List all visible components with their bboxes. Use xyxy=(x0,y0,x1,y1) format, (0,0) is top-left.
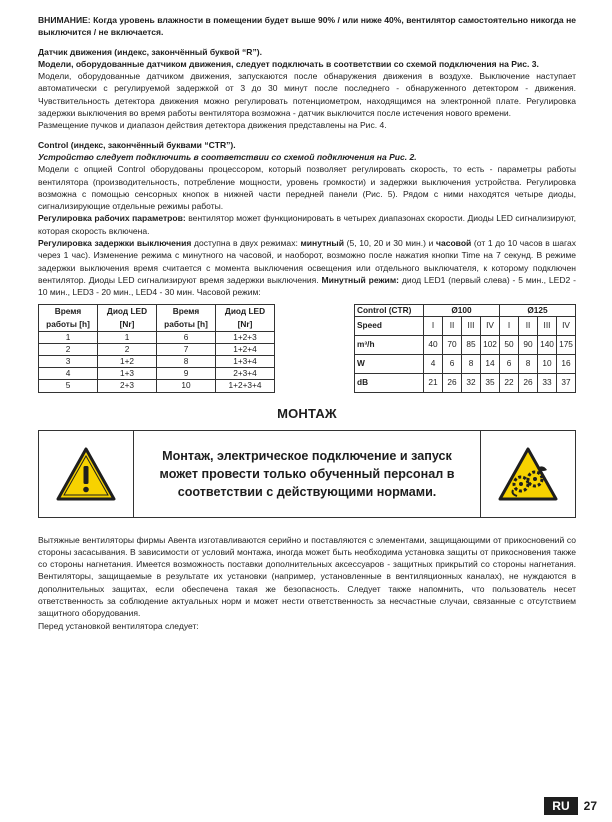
minute-word: минутный xyxy=(300,238,344,249)
table-cell: 6 xyxy=(157,331,216,343)
table-cell: 4 xyxy=(424,354,443,373)
spec-row-label: m³/h xyxy=(355,335,424,354)
rotating-parts-warning-icon xyxy=(481,431,575,517)
led-table-header: Время работы [h] xyxy=(157,304,216,331)
table-cell: 8 xyxy=(157,355,216,367)
control-title: Control (индекс, закончённый буквами “CTR”). xyxy=(38,139,236,150)
table-cell: 90 xyxy=(519,335,538,354)
table-cell: 10 xyxy=(157,380,216,392)
table-cell: 102 xyxy=(481,335,500,354)
hour-word: часовой xyxy=(435,238,472,249)
table-cell: 1+2+3 xyxy=(216,331,275,343)
table-cell: IV xyxy=(557,316,576,335)
delay-text: (5, 10, 20 и 30 мин.) и xyxy=(343,238,436,249)
table-cell: 2+3 xyxy=(98,380,157,392)
table-cell: 1+2 xyxy=(98,355,157,367)
table-cell: 26 xyxy=(519,373,538,392)
led-table-header: Диод LED [Nr] xyxy=(216,304,275,331)
table-cell: 26 xyxy=(443,373,462,392)
spec-row-label: W xyxy=(355,354,424,373)
table-cell: 5 xyxy=(39,380,98,392)
language-badge: RU xyxy=(544,797,577,815)
motion-title: Датчик движения (индекс, закончённый буквой “R”). xyxy=(38,46,262,57)
warning-box-text: Монтаж, электрическое подключение и запуск может провести только обученный персонал в соответствии с действующими нормами. xyxy=(133,431,481,517)
table-cell: 85 xyxy=(462,335,481,354)
table-cell: II xyxy=(519,316,538,335)
warning-triangle-icon xyxy=(39,431,133,517)
table-row xyxy=(355,335,576,354)
params-text: вентилятор может функционировать в четырех диапазонах скорости. Диоды LED сигнализируют, которая скорость включена. xyxy=(38,213,577,236)
lower-last-line: Перед установкой вентилятора следует: xyxy=(38,620,199,631)
table-cell: 2+3+4 xyxy=(216,368,275,380)
table-row xyxy=(355,354,576,373)
lower-section xyxy=(38,534,576,632)
table-cell: 14 xyxy=(481,354,500,373)
table-row xyxy=(39,343,275,355)
table-cell: 37 xyxy=(557,373,576,392)
minute-mode-label: Минутный режим: xyxy=(321,274,399,285)
table-cell: 6 xyxy=(443,354,462,373)
table-cell: 8 xyxy=(462,354,481,373)
led-table-body xyxy=(39,331,275,392)
table-row xyxy=(39,380,275,392)
spec-table xyxy=(354,304,576,393)
control-italic-line: Устройство следует подключить в соответствии со схемой подключения на Рис. 2. xyxy=(38,151,417,162)
table-row xyxy=(39,331,275,343)
table-cell: 8 xyxy=(519,354,538,373)
table-cell: 6 xyxy=(500,354,519,373)
spec-corner: Control (CTR) xyxy=(355,304,424,316)
control-paragraph: Модели с опцией Control оборудованы процессором, который позволяет регулировать скорость, то есть - параметры работы вентилятора (производительность, потребление мощности, уровень громкости) и задержки выключения устройства. Регулировка возможна с помощью сенсорных кнопок в нижней части передней панели (Рис. 5). Рядом с ними находятся четыре диоды, сигнализирующие отдельные режимы работы. xyxy=(38,164,576,212)
table-cell: 33 xyxy=(538,373,557,392)
table-cell: III xyxy=(462,316,481,335)
table-cell: I xyxy=(424,316,443,335)
table-cell: 16 xyxy=(557,354,576,373)
table-cell: 2 xyxy=(39,343,98,355)
motion-paragraph-2: Размещение пучков и диапазон действия детектора движения представлены на Рис. 4. xyxy=(38,120,387,131)
table-cell: 1+3+4 xyxy=(216,355,275,367)
table-cell: II xyxy=(443,316,462,335)
table-cell: 4 xyxy=(39,368,98,380)
table-cell: 1 xyxy=(98,331,157,343)
table-cell: 1+3 xyxy=(98,368,157,380)
table-row xyxy=(355,373,576,392)
tables-row xyxy=(38,304,576,393)
table-row xyxy=(39,355,275,367)
motion-bold-line: Модели, оборудованные датчиком движения, следует подключать в соответствии со схемой подключения на Рис. 3. xyxy=(38,58,539,69)
table-cell: 22 xyxy=(500,373,519,392)
warning-box xyxy=(38,430,576,518)
table-cell: 35 xyxy=(481,373,500,392)
table-cell: 1 xyxy=(39,331,98,343)
table-row xyxy=(355,316,576,335)
delay-text: (от 1 до 10 часов в шагах через 1 час). Изменение режима с минутного на часовой, и наоборот, возможно после нажатия кнопки Time на 7 секунд. В режиме задержки выключения время считается с момента выключения освещения или отдельного выключателя, к которому подключен вентилятор. Диоды LED сигнализируют время задержки выключения. xyxy=(38,238,576,285)
spec-row-label: Speed xyxy=(355,316,424,335)
spec-row-label: dB xyxy=(355,373,424,392)
table-cell: 21 xyxy=(424,373,443,392)
table-cell: 7 xyxy=(157,343,216,355)
delay-text: доступна в двух режимах: xyxy=(191,238,301,249)
led-table xyxy=(38,304,275,393)
table-cell: I xyxy=(500,316,519,335)
table-cell: IV xyxy=(481,316,500,335)
humidity-warning: ВНИМАНИЕ: Когда уровень влажности в помещении будет выше 90% / или ниже 40%, вентилятор самостоятельно никогда не выключится / не включается. xyxy=(38,15,576,38)
table-cell: 50 xyxy=(500,335,519,354)
table-cell: 70 xyxy=(443,335,462,354)
table-cell: III xyxy=(538,316,557,335)
led-table-header: Время работы [h] xyxy=(39,304,98,331)
minute-mode-text: диод LED1 (первый слева) - 5 мин., LED2 - 10 мин., LED3 - 20 мин., LED4 - 30 мин. Часовой режим: xyxy=(38,274,576,298)
page-number: 27 xyxy=(583,799,597,813)
table-cell: 175 xyxy=(557,335,576,354)
table-cell: 10 xyxy=(538,354,557,373)
table-cell: 3 xyxy=(39,355,98,367)
table-cell: 9 xyxy=(157,368,216,380)
motion-paragraph: Модели, оборудованные датчиком движения, запускаются после обнаружения движения в воздухе. Выключение наступает автоматически с регулируемой задержкой от 3 до 30 минут после последнего - обнаруженного детектором - движения. Чувствительность детектора движения можно регулировать потенциометром, находящимся на электронной платe. Регулировка задержки выключения во время работы вентилятора возможна - датчик выключится после истечения нового времени. xyxy=(38,71,576,119)
page-footer xyxy=(544,797,597,815)
delay-label: Регулировка задержки выключения xyxy=(38,238,192,249)
table-cell: 140 xyxy=(538,335,557,354)
led-table-header: Диод LED [Nr] xyxy=(98,304,157,331)
document-page xyxy=(38,14,576,632)
table-cell: 32 xyxy=(462,373,481,392)
table-cell: 1+2+4 xyxy=(216,343,275,355)
lower-paragraph: Вытяжные вентиляторы фирмы Авента изготавливаются серийно и поставляются с элементами, защищающими от прикосновений со стороны засасывания. В зависимости от условий монтажа, иногда может быть необходима установка защиты от прикосновения также со стороны нагнетания. Имеется возможность поставки дополнительных аксессуаров - защитных прикрытий со стороны нагнетания. Вентиляторы, защищаемые в результате их установки (например, установленные в вентиляционных каналах), не нуждаются в дополнительных защитах, если обеспечена такая же безопасность. Следует также напомнить, что пользователь несет ответственность за соблюдение актуальных норм и может нести ответственность за несчастные случаи, связанные с отсутствием защитного оборудования. xyxy=(38,534,576,619)
montage-heading: МОНТАЖ xyxy=(277,405,337,421)
delay-paragraph xyxy=(38,237,576,298)
table-cell: 40 xyxy=(424,335,443,354)
spec-table-body xyxy=(355,316,576,392)
params-label: Регулировка рабочих параметров: xyxy=(38,213,186,224)
table-cell: 2 xyxy=(98,343,157,355)
spec-group-100: Ø100 xyxy=(424,304,500,316)
table-row xyxy=(39,368,275,380)
table-cell: 1+2+3+4 xyxy=(216,380,275,392)
spec-group-125: Ø125 xyxy=(500,304,576,316)
params-paragraph xyxy=(38,212,576,237)
